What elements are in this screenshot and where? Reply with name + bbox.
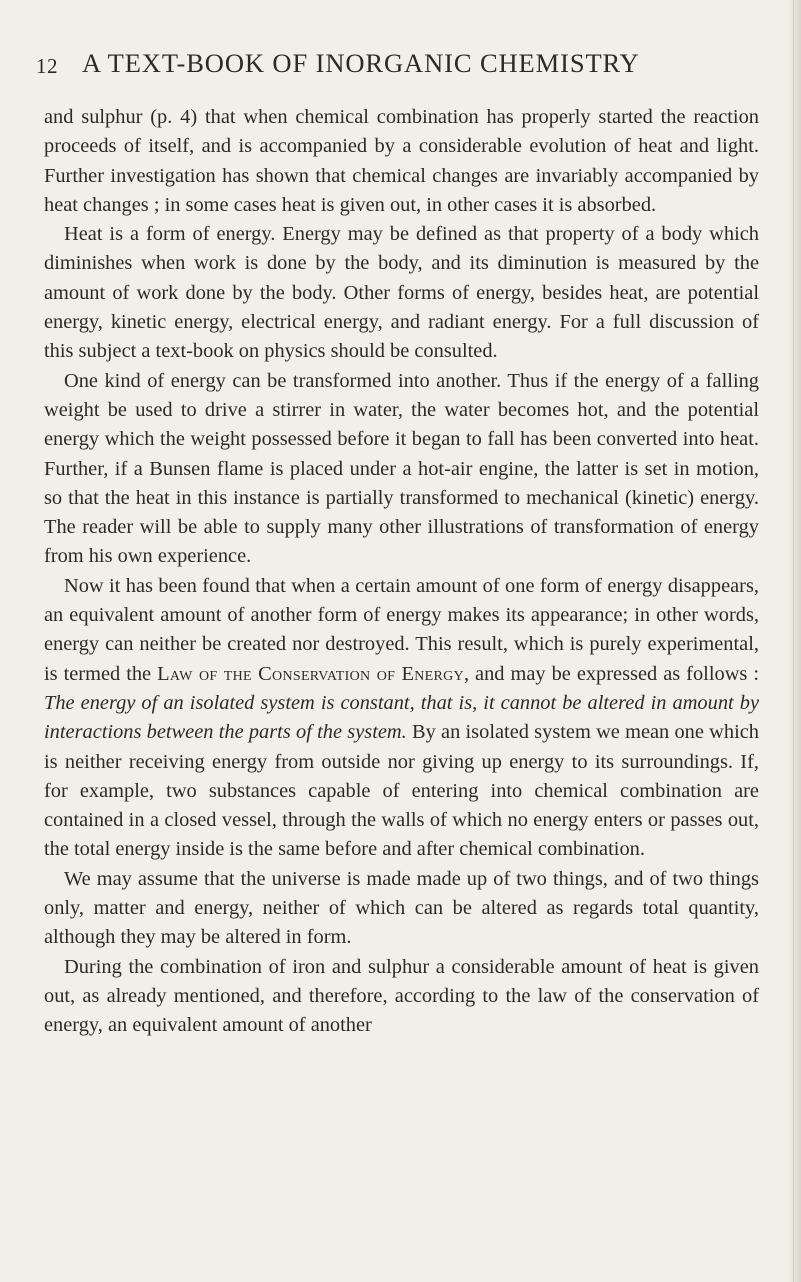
paragraph-5: We may assume that the universe is made made up of two things, and of two things only, matter and energy, neither of which can be altered as regards total quantity, although they may be altered in form. (44, 867, 759, 949)
paragraph-2: Heat is a form of energy. Energy may be defined as that property of a body which diminishes when work is done by the body, and its diminution is measured by the amount of work done by the body. Other forms of energy, besides heat, are potential energy, kinetic energy, electrical energy, and radiant energy. For a full discussion of this subject a text-book on physics should be consulted. (44, 223, 759, 363)
law-name: Law of the Conservation of Energy (157, 662, 464, 685)
paragraph-4-part-3: By an isolated system we mean one which is neither receiving energy from outside nor giving up energy to its surroundings. If, for example, two substances capable of entering into chemical combination are contained in a closed vessel, through the walls of which no energy enters or passes out, the total energy inside is the same before and after chemical combination. (44, 721, 760, 861)
paragraph-4-part-2: , and may be expressed as follows : (463, 662, 760, 685)
paragraph-6: During the combination of iron and sulphur a considerable amount of heat is given out, as already mentioned, and therefore, according to the law of the conservation of energy, an equivalent amount of another (44, 955, 759, 1037)
running-header (36, 44, 766, 84)
body-text (44, 103, 759, 1041)
paragraph-4-part-1: Now it has been found that when a certain amount of one form of energy disappears, an equivalent amount of another form of energy makes its appearance; in other words, energy can neither be created nor destroyed. This result, which is purely experimental, is termed the (44, 574, 759, 685)
law-statement: The energy of an isolated system is constant, that is, it cannot be altered in amount by interactions between the parts of the system. (44, 691, 759, 744)
paragraph-4 (44, 572, 759, 865)
paragraph-1: and sulphur (p. 4) that when chemical combination has properly started the reaction proceeds of itself, and is accompanied by a considerable evolution of heat and light. Further investigation has shown that chemical changes are invariably accompanied by heat changes ; in some cases heat is given out, in other cases it is absorbed. (44, 106, 759, 216)
paragraph-3: One kind of energy can be transformed into another. Thus if the energy of a falling weight be used to drive a stirrer in water, the water becomes hot, and the potential energy which the weight possessed before it began to fall has been converted into heat. Further, if a Bunsen flame is placed under a hot-air engine, the latter is set in motion, so that the heat in this instance is partially transformed to mechanical (kinetic) energy. The reader will be able to supply many other illustrations of transformation of energy from his own experience. (44, 369, 759, 568)
page-number: 12 (36, 54, 58, 78)
running-title: A TEXT-BOOK OF INORGANIC CHEMISTRY (82, 48, 640, 78)
page-edge (787, 0, 801, 1282)
